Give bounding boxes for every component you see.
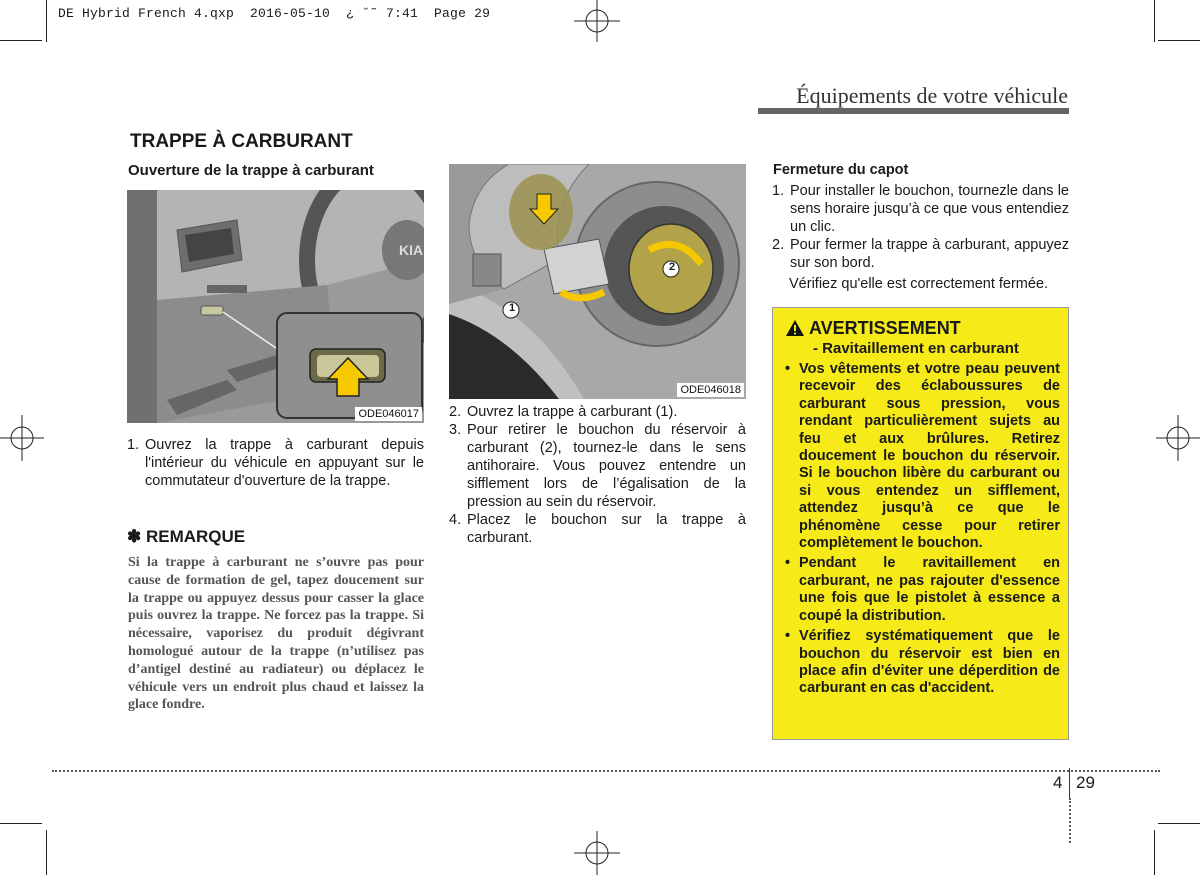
list-item	[449, 421, 746, 511]
footer-rule	[52, 770, 1160, 772]
list-item	[127, 436, 424, 490]
step-text: Ouvrez la trappe à carburant depuis l'intérieur du véhicule en appuyant sur le commutateur d'ouverture de la trappe.	[145, 437, 424, 489]
step-text: Pour retirer le bouchon du réservoir à carburant (2), tournez-le dans le sens antihoraire. Vous pouvez entendre un sifflement lors de l’égalisation de la pression au sein du réservoir.	[467, 422, 746, 510]
chapter-rule	[758, 108, 1069, 114]
dashboard-illustration	[127, 190, 424, 423]
chapter-title: Équipements de votre véhicule	[796, 83, 1068, 108]
page-number-divider	[1069, 768, 1070, 798]
step-number: 4.	[449, 512, 462, 528]
page-number: 29	[1076, 773, 1095, 792]
footer-dots	[1069, 798, 1071, 843]
step-number: 2.	[449, 404, 462, 420]
warning-title: AVERTISSEMENT	[809, 318, 961, 338]
closing-note: Vérifiez qu'elle est correctement fermée.	[789, 276, 1049, 292]
figure-code: ODE046017	[355, 407, 422, 421]
registration-mark-right	[1156, 413, 1200, 463]
list-item	[772, 182, 1069, 236]
warning-box	[772, 307, 1069, 740]
chapter-number: 4	[1053, 773, 1063, 792]
step-number: 2.	[772, 237, 785, 253]
callout-2: 2	[668, 261, 676, 273]
section-title: TRAPPE À CARBURANT	[130, 131, 353, 152]
registration-mark-bottom	[572, 831, 622, 875]
warning-bullet: • Vérifiez systématiquement que le bouchon du réservoir est bien en place afin d'éviter une déperdition de carburant en cas d'accident.	[783, 628, 1060, 698]
warning-triangle-icon	[785, 319, 805, 337]
warning-subtitle: - Ravitaillement en carburant	[813, 340, 1019, 357]
crop-mark	[0, 40, 42, 41]
figure-fuel-door-switch	[127, 190, 424, 423]
registration-mark-left	[0, 413, 44, 463]
step-text: Pour installer le bouchon, tournezle dans le sens horaire jusqu’à ce que vous entendiez un clic.	[790, 183, 1069, 235]
crop-mark	[1154, 830, 1155, 875]
crop-mark	[46, 830, 47, 875]
crop-mark	[0, 823, 42, 824]
remark-text: Si la trappe à carburant ne s’ouvre pas pour cause de formation de gel, tapez doucement sur la trappe ou appuyez dessus pour casser la glace puis ouvrez la trappe. Ne forcez pas la trappe. Si nécessaire, vaporisez du produit dégivrant homologué autour de la trappe (n’utilisez pas d’antigel destiné au radiateur) ou déplacez le véhicule vers un endroit plus chaud et laissez la glace fondre.	[128, 555, 424, 713]
opening-steps-col1	[127, 436, 424, 490]
crop-mark	[1158, 823, 1200, 824]
warning-list	[783, 361, 1060, 701]
print-slug: DE Hybrid French 4.qxp 2016-05-10 ¿ ˘˜ 7:41 Page 29	[58, 6, 491, 21]
crop-mark	[46, 0, 47, 42]
step-number: 1.	[127, 437, 140, 453]
closing-steps	[772, 182, 1069, 272]
fuel-cap-illustration	[449, 164, 746, 399]
warning-bullet: • Pendant le ravitaillement en carburant, ne pas rajouter d'essence une fois que le pistolet à essence a coupé la distribution.	[783, 555, 1060, 625]
step-number: 1.	[772, 183, 785, 199]
opening-steps-col2	[449, 403, 746, 547]
closing-title: Fermeture du capot	[773, 162, 909, 178]
warning-bullet: • Vos vêtements et votre peau peuvent recevoir des éclaboussures de carburant sous pression, vous rendant particulièrement sujets au feu et aux brûlures. Retirez doucement le bouchon du réservoir. Si le bouchon libère du carburant ou si vous entendez un sifflement, attendez jusqu’à ce que le phénomène cesse pour retirer complètement le bouchon.	[783, 361, 1060, 552]
list-item	[449, 511, 746, 547]
figure-fuel-cap	[449, 164, 746, 399]
figure-code: ODE046018	[677, 383, 744, 397]
step-text: Pour fermer la trappe à carburant, appuyez sur son bord.	[790, 237, 1069, 271]
step-number: 3.	[449, 422, 462, 438]
crop-mark	[1154, 0, 1155, 42]
list-item	[449, 403, 746, 421]
subsection-title: Ouverture de la trappe à carburant	[128, 162, 374, 179]
step-text: Ouvrez la trappe à carburant (1).	[467, 404, 678, 420]
svg-text:KIA: KIA	[399, 242, 424, 258]
callout-1: 1	[508, 302, 516, 314]
remark-title: ✽ REMARQUE	[127, 527, 246, 546]
step-text: Placez le bouchon sur la trappe à carburant.	[467, 512, 746, 546]
registration-mark-top	[572, 0, 622, 42]
list-item	[772, 236, 1069, 272]
crop-mark	[1158, 40, 1200, 41]
